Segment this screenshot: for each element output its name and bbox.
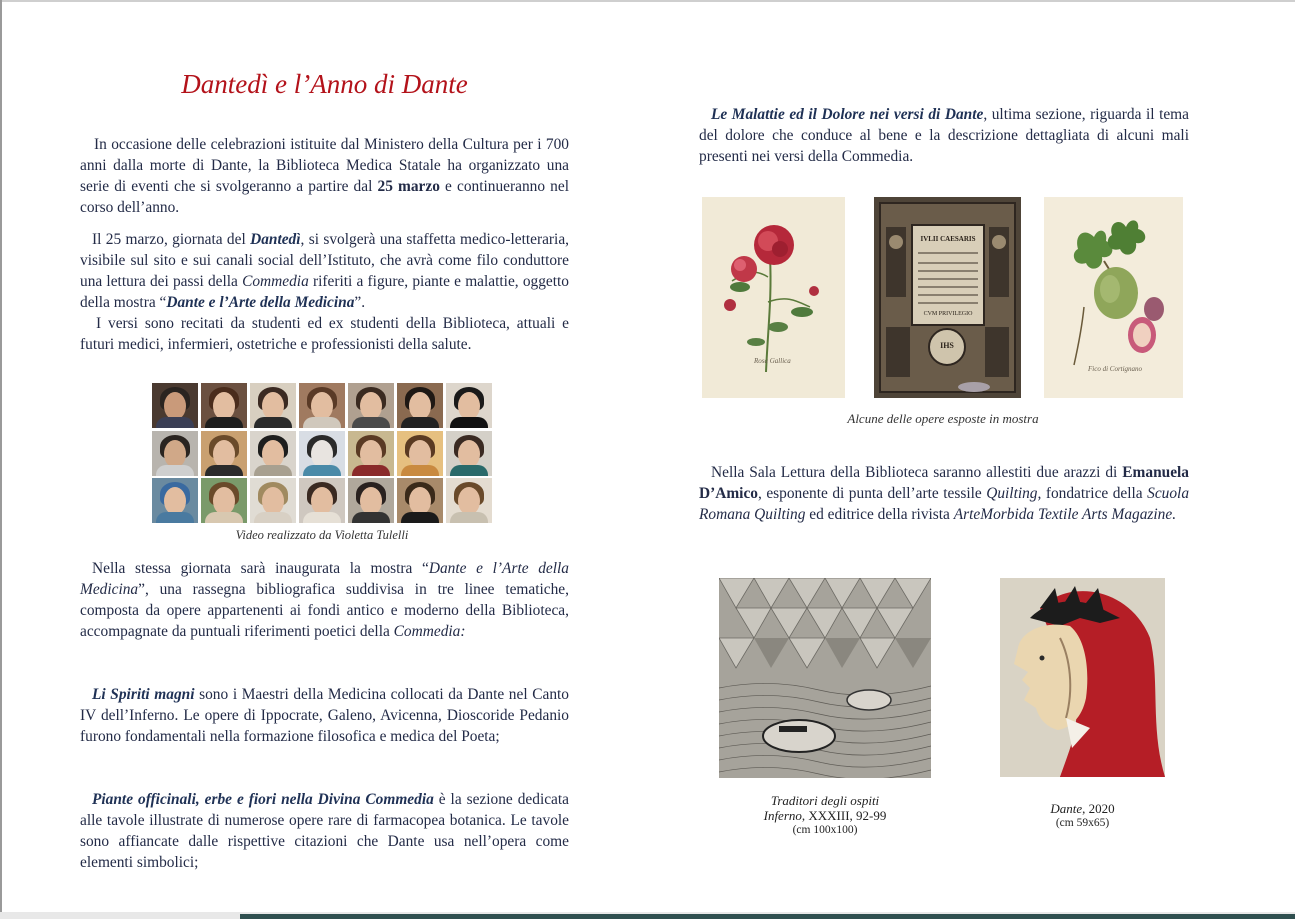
frontispiece-privilege: CVM PRIVILEGIO bbox=[923, 311, 973, 317]
intro-paragraph: In occasione delle celebrazioni istituite dal Ministero della Cultura per i 700 anni dalla morte di Dante, la Biblioteca Medica Statale ha organizzato una serie di eventi che si svolgeranno a partire dal 25 marzo e continueranno nel corso dell’anno. bbox=[80, 136, 569, 216]
video-tile bbox=[152, 478, 198, 523]
viewer-bottom-bar bbox=[0, 912, 1295, 919]
rose-plate-image[interactable] bbox=[702, 197, 845, 398]
piante-paragraph: Piante officinali, erbe e fiori nella Divina Commedia è la sezione dedicata alle tavole illustrate di numerose opere rare di farmacopea botanica. Le tavole sono affiancate dalle rispettive citazioni che Dante usa nell’opera come elementi simbolici; bbox=[80, 791, 569, 871]
rose-plate-label: Rosa Gallica bbox=[754, 357, 791, 365]
window-top-edge bbox=[0, 0, 1295, 2]
video-tile bbox=[299, 383, 345, 428]
video-tile bbox=[250, 478, 296, 523]
quilt-dante-caption: Dante, 2020 (cm 59x65) bbox=[1050, 801, 1115, 829]
quilt-traditori-caption: Traditori degli ospiti Inferno, XXXIII, 92-99 (cm 100x100) bbox=[763, 793, 887, 836]
arazzi-paragraph: Nella Sala Lettura della Biblioteca saranno allestiti due arazzi di Emanuela D’Amico, esponente di punta dell’arte tessile Quilting, fondatrice della Scuola Romana Quilting ed editrice della rivista ArteMorbida Textile Arts Magazine. bbox=[699, 464, 1190, 523]
video-tile bbox=[446, 431, 492, 476]
quilt-dante-illustration bbox=[1000, 578, 1165, 777]
video-caption: Video realizzato da Violetta Tulelli bbox=[235, 528, 409, 542]
dantedi-paragraph: Il 25 marzo, giornata del Dantedì, si svolgerà una staffetta medico-letteraria, visibile sul sito e sui canali social dell’Istituto, che avrà come filo conduttore una lettura dei passi della Commedia riferiti a figure, piante e malattie, oggetto della mostra “Dante e l’Arte della Medicina”. bbox=[80, 231, 569, 311]
page-title: Dantedì e l’Anno di Dante bbox=[181, 69, 468, 99]
frontispiece-illustration bbox=[874, 197, 1021, 398]
video-tile bbox=[250, 383, 296, 428]
frontispiece-title: IVLII CAESARIS bbox=[920, 235, 976, 243]
video-tile bbox=[201, 383, 247, 428]
readers-paragraph: I versi sono recitati da studenti ed ex studenti della Biblioteca, attuali e futuri medici, infermieri, ostetriche e professionisti della salute. bbox=[80, 315, 569, 353]
video-tile bbox=[397, 383, 443, 428]
quilt-traditori-image[interactable] bbox=[719, 578, 931, 778]
video-tile bbox=[348, 478, 394, 523]
rose-illustration bbox=[702, 197, 845, 398]
frontispiece-initials: IHS bbox=[940, 341, 954, 350]
video-tile bbox=[397, 478, 443, 523]
quilt-traditori-illustration bbox=[719, 578, 931, 778]
video-collage[interactable] bbox=[152, 383, 492, 523]
video-tile bbox=[152, 383, 198, 428]
video-tile bbox=[152, 431, 198, 476]
video-tile bbox=[201, 431, 247, 476]
book-frontispiece-image[interactable] bbox=[874, 197, 1021, 398]
exhibition-paragraph: Nella stessa giornata sarà inaugurata la mostra “Dante e l’Arte della Medicina”, una rassegna bibliografica suddivisa in tre linee tematiche, composta da opere appartenenti ai fondi antico e moderno della Biblioteca, accompagnate da puntuali riferimenti poetici della Commedia: bbox=[80, 560, 569, 640]
video-tile bbox=[397, 431, 443, 476]
spiriti-magni-paragraph: Li Spiriti magni sono i Maestri della Medicina collocati da Dante nel Canto IV dell’Inferno. Le opere di Ippocrate, Galeno, Avicenna, Dioscoride Pedanio furono fondamentali nella formazione filosofica e medica del Poeta; bbox=[80, 686, 569, 745]
video-tile bbox=[299, 431, 345, 476]
video-tile bbox=[250, 431, 296, 476]
works-caption: Alcune delle opere esposte in mostra bbox=[847, 411, 1039, 426]
video-tile bbox=[201, 478, 247, 523]
video-tile bbox=[446, 383, 492, 428]
window-left-edge bbox=[0, 0, 2, 919]
video-tile bbox=[348, 383, 394, 428]
video-tile bbox=[299, 478, 345, 523]
fig-plate-image[interactable] bbox=[1044, 197, 1183, 398]
malattie-paragraph: Le Malattie ed il Dolore nei versi di Dante, ultima sezione, riguarda il tema del dolore che conduce al bene e la descrizione dettagliata di alcuni mali presenti nei versi della Commedia. bbox=[699, 106, 1189, 165]
quilt-dante-image[interactable] bbox=[1000, 578, 1165, 777]
video-tile bbox=[348, 431, 394, 476]
fig-plate-label: Fico di Cortignano bbox=[1088, 365, 1143, 373]
video-tile bbox=[446, 478, 492, 523]
